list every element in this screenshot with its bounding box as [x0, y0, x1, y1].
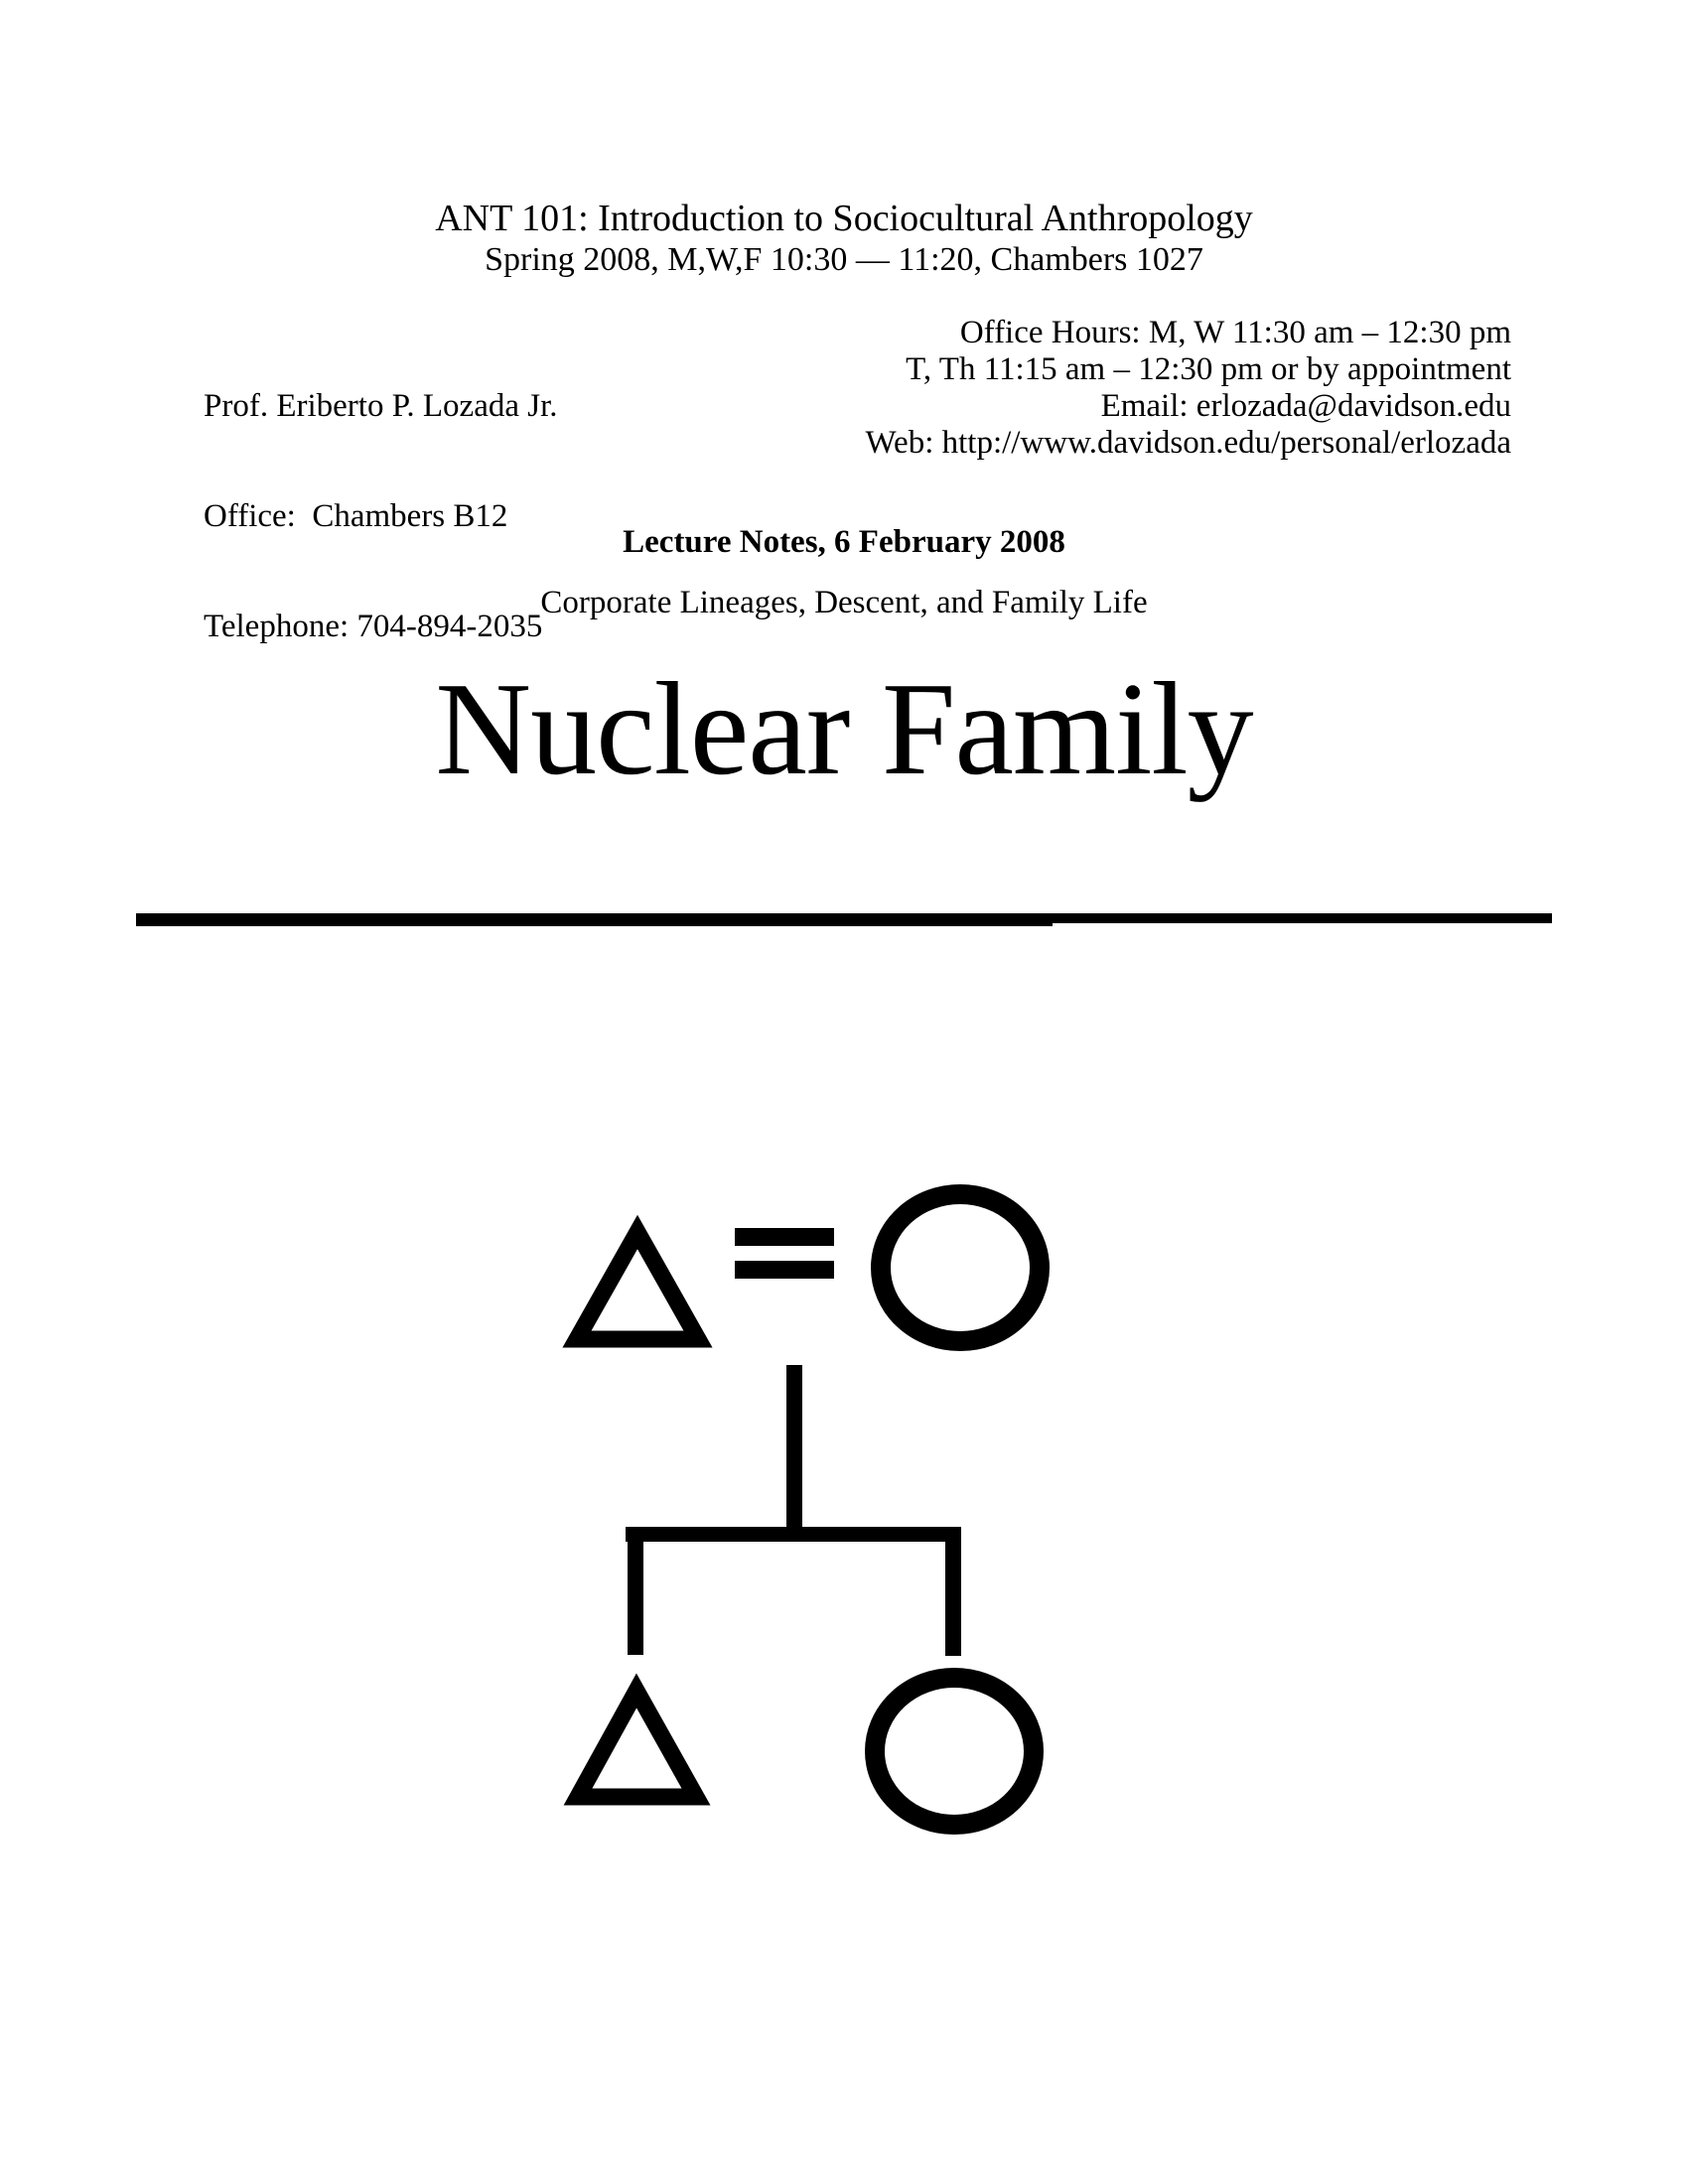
instructor-name: Prof. Eriberto P. Lozada Jr. [204, 388, 558, 424]
sibling-line-right-drop [945, 1542, 961, 1656]
instructor-office: Office: Chambers B12 [204, 498, 508, 534]
web-line: Web: http://www.davidson.edu/personal/erlozada [865, 425, 1511, 461]
marriage-equals-icon [735, 1228, 834, 1279]
daughter-circle-icon [875, 1678, 1034, 1825]
divider-segment-right [1053, 913, 1552, 923]
father-triangle-icon [577, 1232, 698, 1339]
sibling-line [626, 1527, 961, 1656]
page-title: Nuclear Family [435, 655, 1253, 802]
marriage-equals-bottom-bar [735, 1261, 834, 1279]
instructor-telephone: Telephone: 704-894-2035 [204, 609, 543, 644]
sibling-line-left-drop [628, 1542, 643, 1655]
divider-segment-left [136, 913, 1053, 926]
email-line: Email: erlozada@davidson.edu [1100, 388, 1511, 424]
mother-circle-icon [881, 1194, 1040, 1341]
course-schedule: Spring 2008, M,W,F 10:30 — 11:20, Chambers 1027 [485, 241, 1203, 278]
son-triangle-icon [578, 1691, 696, 1797]
descent-line [786, 1365, 802, 1527]
nuclear-family-kinship-diagram [556, 1171, 1062, 1846]
course-title: ANT 101: Introduction to Sociocultural Anthropology [435, 198, 1253, 239]
marriage-equals-top-bar [735, 1228, 834, 1246]
section-divider-rule [0, 913, 1688, 927]
sibling-line-horizontal [626, 1527, 961, 1542]
office-hours-line1: Office Hours: M, W 11:30 am – 12:30 pm [959, 315, 1511, 350]
office-hours-line2: T, Th 11:15 am – 12:30 pm or by appointment [906, 351, 1511, 387]
lecture-notes-heading: Lecture Notes, 6 February 2008 [623, 524, 1065, 560]
lecture-subtitle: Corporate Lineages, Descent, and Family Life [540, 585, 1148, 620]
office-hours-block [866, 315, 1511, 462]
